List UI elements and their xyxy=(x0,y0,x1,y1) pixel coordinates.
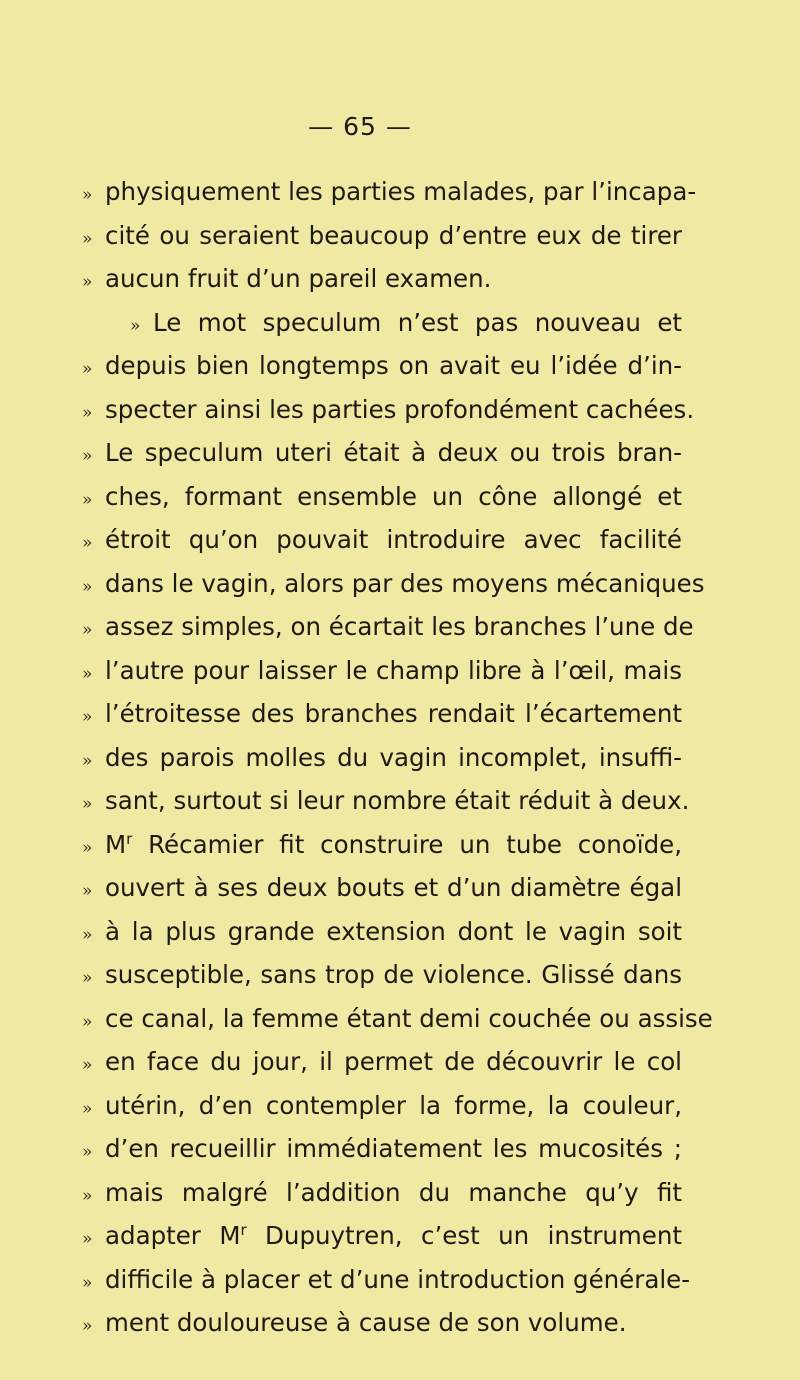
quote-mark: » xyxy=(130,315,141,336)
quote-mark: » xyxy=(82,750,93,771)
text-line xyxy=(82,736,682,780)
line-text: en face du jour, il permet de découvrir le col xyxy=(105,1047,682,1076)
line-text: depuis bien longtemps on avait eu l’idée d’in- xyxy=(105,351,682,380)
text-line xyxy=(82,823,682,867)
text-line xyxy=(82,779,690,823)
line-text: mais malgré l’addition du manche qu’y fit xyxy=(105,1177,682,1207)
body-text xyxy=(82,170,713,1345)
quote-mark: » xyxy=(82,402,93,423)
line-text: difficile à placer et d’une introduction générale- xyxy=(105,1264,691,1294)
quote-mark: » xyxy=(82,533,93,553)
quote-mark: » xyxy=(82,924,93,945)
text-line xyxy=(82,1040,682,1084)
line-text-part: Récamier fit construire un tube conoïde, xyxy=(132,829,682,859)
quote-mark: » xyxy=(82,228,93,249)
line-text: Le speculum uteri était à deux ou trois bran- xyxy=(105,438,682,467)
line-text-part: M xyxy=(105,829,127,859)
line-text: d’en recueillir immédiatement les mucosités ; xyxy=(105,1134,682,1163)
quote-mark: » xyxy=(82,1011,93,1032)
quote-mark: » xyxy=(82,1316,93,1336)
quote-mark: » xyxy=(82,446,93,466)
quote-mark: » xyxy=(82,794,93,814)
line-text: specter ainsi les parties profondément cachées. xyxy=(105,394,695,424)
line-text: ches, formant ensemble un cône allongé et xyxy=(105,481,682,511)
text-line xyxy=(82,562,705,606)
text-line xyxy=(82,518,682,562)
line-text: dans le vagin, alors par des moyens mécaniques xyxy=(105,568,705,598)
line-text: aucun fruit d’un pareil examen. xyxy=(105,264,492,293)
text-line xyxy=(82,1084,682,1128)
quote-mark: » xyxy=(82,1185,93,1206)
quote-mark: » xyxy=(82,968,93,988)
line-text: utérin, d’en contempler la forme, la couleur, xyxy=(105,1090,682,1120)
quote-mark: » xyxy=(82,837,93,858)
quote-mark: » xyxy=(82,576,93,597)
quote-mark: » xyxy=(82,663,93,684)
text-line xyxy=(82,475,682,519)
line-text: sant, surtout si leur nombre était réduit à deux. xyxy=(105,786,690,815)
quote-mark: » xyxy=(82,185,93,205)
text-line xyxy=(82,170,697,214)
text-line xyxy=(82,910,682,954)
line-text: des parois molles du vagin incomplet, insuffi- xyxy=(105,742,682,772)
line-text: ce canal, la femme étant demi couchée ou assise xyxy=(105,1003,713,1033)
quote-mark: » xyxy=(82,881,93,901)
text-line xyxy=(82,301,682,345)
line-text: cité ou seraient beaucoup d’entre eux de tirer xyxy=(105,220,682,250)
line-text: Le mot speculum n’est pas nouveau et xyxy=(153,307,682,337)
quote-mark: » xyxy=(82,1055,93,1075)
line-text: étroit qu’on pouvait introduire avec facilité xyxy=(105,525,682,554)
text-line xyxy=(82,1127,682,1171)
quote-mark: » xyxy=(82,1098,93,1119)
line-text: physiquement les parties malades, par l’incapa- xyxy=(105,177,697,206)
line-text: à la plus grande extension dont le vagin soit xyxy=(105,916,682,946)
line-text: ment douloureuse à cause de son volume. xyxy=(105,1308,627,1337)
text-line xyxy=(82,388,695,432)
text-line xyxy=(82,953,682,997)
line-text xyxy=(105,823,682,867)
line-text: susceptible, sans trop de violence. Glissé dans xyxy=(105,960,682,989)
text-line xyxy=(82,692,682,736)
text-line xyxy=(82,866,682,910)
quote-mark: » xyxy=(82,1272,93,1293)
quote-mark: » xyxy=(82,489,93,510)
line-text: ouvert à ses deux bouts et d’un diamètre égal xyxy=(105,873,682,902)
superscript: r xyxy=(126,829,133,848)
quote-mark: » xyxy=(82,272,93,292)
page-number: — 65 — xyxy=(308,112,412,141)
text-line xyxy=(82,1301,682,1345)
text-line xyxy=(82,649,682,693)
quote-mark: » xyxy=(82,707,93,727)
quote-mark: » xyxy=(82,1142,93,1162)
text-line xyxy=(82,997,713,1041)
line-text: assez simples, on écartait les branches l’une de xyxy=(105,612,694,641)
line-text-part: Dupuytren, c’est un instrument xyxy=(246,1221,682,1250)
superscript: r xyxy=(240,1220,247,1239)
text-line xyxy=(82,1171,682,1215)
text-line xyxy=(82,214,682,258)
text-line xyxy=(82,431,682,475)
line-text: l’autre pour laisser le champ libre à l’œil, mais xyxy=(105,655,682,685)
line-text xyxy=(105,1214,682,1258)
quote-mark: » xyxy=(82,359,93,379)
text-line xyxy=(82,344,682,388)
text-line xyxy=(82,1258,691,1302)
text-line xyxy=(82,257,682,301)
text-line xyxy=(82,1214,682,1258)
quote-mark: » xyxy=(82,1229,93,1249)
line-text-part: adapter M xyxy=(105,1221,241,1250)
line-text: l’étroitesse des branches rendait l’écartement xyxy=(105,699,682,728)
text-line xyxy=(82,605,694,649)
quote-mark: » xyxy=(82,620,93,640)
